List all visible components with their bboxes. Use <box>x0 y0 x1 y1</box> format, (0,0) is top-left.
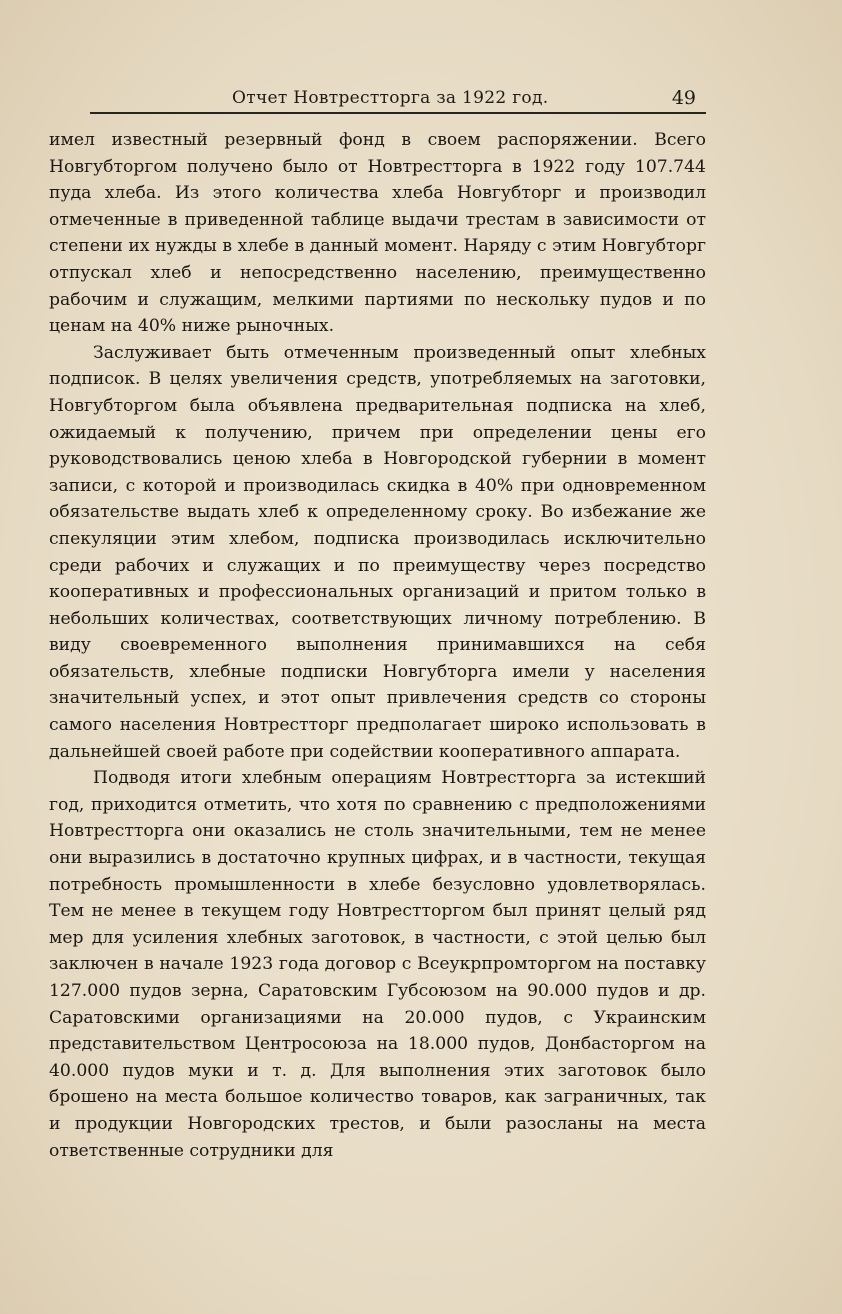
paragraph-1: имел известный резервный фонд в своем распоряжении. Всего Новгубторгом получено было от Новтрестторга в 1922 году 107.744 пуда хлеба. Из этого количества хлеба Новгубторг и производил отмеченные в приведенной таблице выдачи трестам в зависимости от степени их нужды в хлебе в данный момент. Наряду с этим Новгубторг отпускал хлеб и непосредственно населению, преимущественно рабочим и служащим, мелкими партиями по нескольку пудов и по ценам на 40% ниже рыночных. <box>49 130 706 337</box>
body-text <box>49 127 706 1164</box>
header-title: Отчет Новтрестторга за 1922 год. <box>232 88 549 108</box>
paragraph-3: Подводя итоги хлебным операциям Новтрестторга за истекший год, приходится отметить, что хотя по сравнению с предположениями Новтрестторга они оказались не столь значительными, тем не менее они выразились в достаточно крупных цифрах, и в частности, текущая потребность промышленности в хлебе безусловно удовлетворялась. Тем не менее в текущем году Новтрестторгом был принят целый ряд мер для усиления хлебных заготовок, в частности, с этой целью был заключен в начале 1923 года договор с Всеукрпромторгом на поставку 127.000 пудов зерна, Саратовским Губсоюзом на 90.000 пудов и др. Саратовскими организациями на 20.000 пудов, с Украинским представительством Центросоюза на 18.000 пудов, Донбасторгом на 40.000 пудов муки и т. д. Для выполнения этих заготовок было брошено на места большое количество товаров, как заграничных, так и продукции Новгородских трестов, и были разосланы на места ответственные сотрудники для <box>49 768 706 1161</box>
page-number: 49 <box>671 87 696 109</box>
paragraph-2: Заслуживает быть отмеченным произведенный опыт хлебных подписок. В целях увеличения средств, употребляемых на заготовки, Новгубторгом была объявлена предварительная подписка на хлеб, ожидаемый к получению, причем при определении цены его руководствовались ценою хлеба в Новгородской губернии в момент записи, с которой и производилась скидка в 40% при одновременном обязательстве выдать хлеб к определенному сроку. Во избежание же спекуляции этим хлебом, подписка производилась исключительно среди рабочих и служащих и по преимуществу через посредство кооперативных и профессиональных организаций и притом только в небольших количествах, соответствующих личному потреблению. В виду своевременного выполнения принимавшихся на себя обязательств, хлебные подписки Новгубторга имели у населения значительный успех, и этот опыт привлечения средств со стороны самого населения Новтрестторг предполагает широко использовать в дальнейшей своей работе при содействии кооперативного аппарата. <box>49 342 706 762</box>
running-header <box>90 82 706 114</box>
